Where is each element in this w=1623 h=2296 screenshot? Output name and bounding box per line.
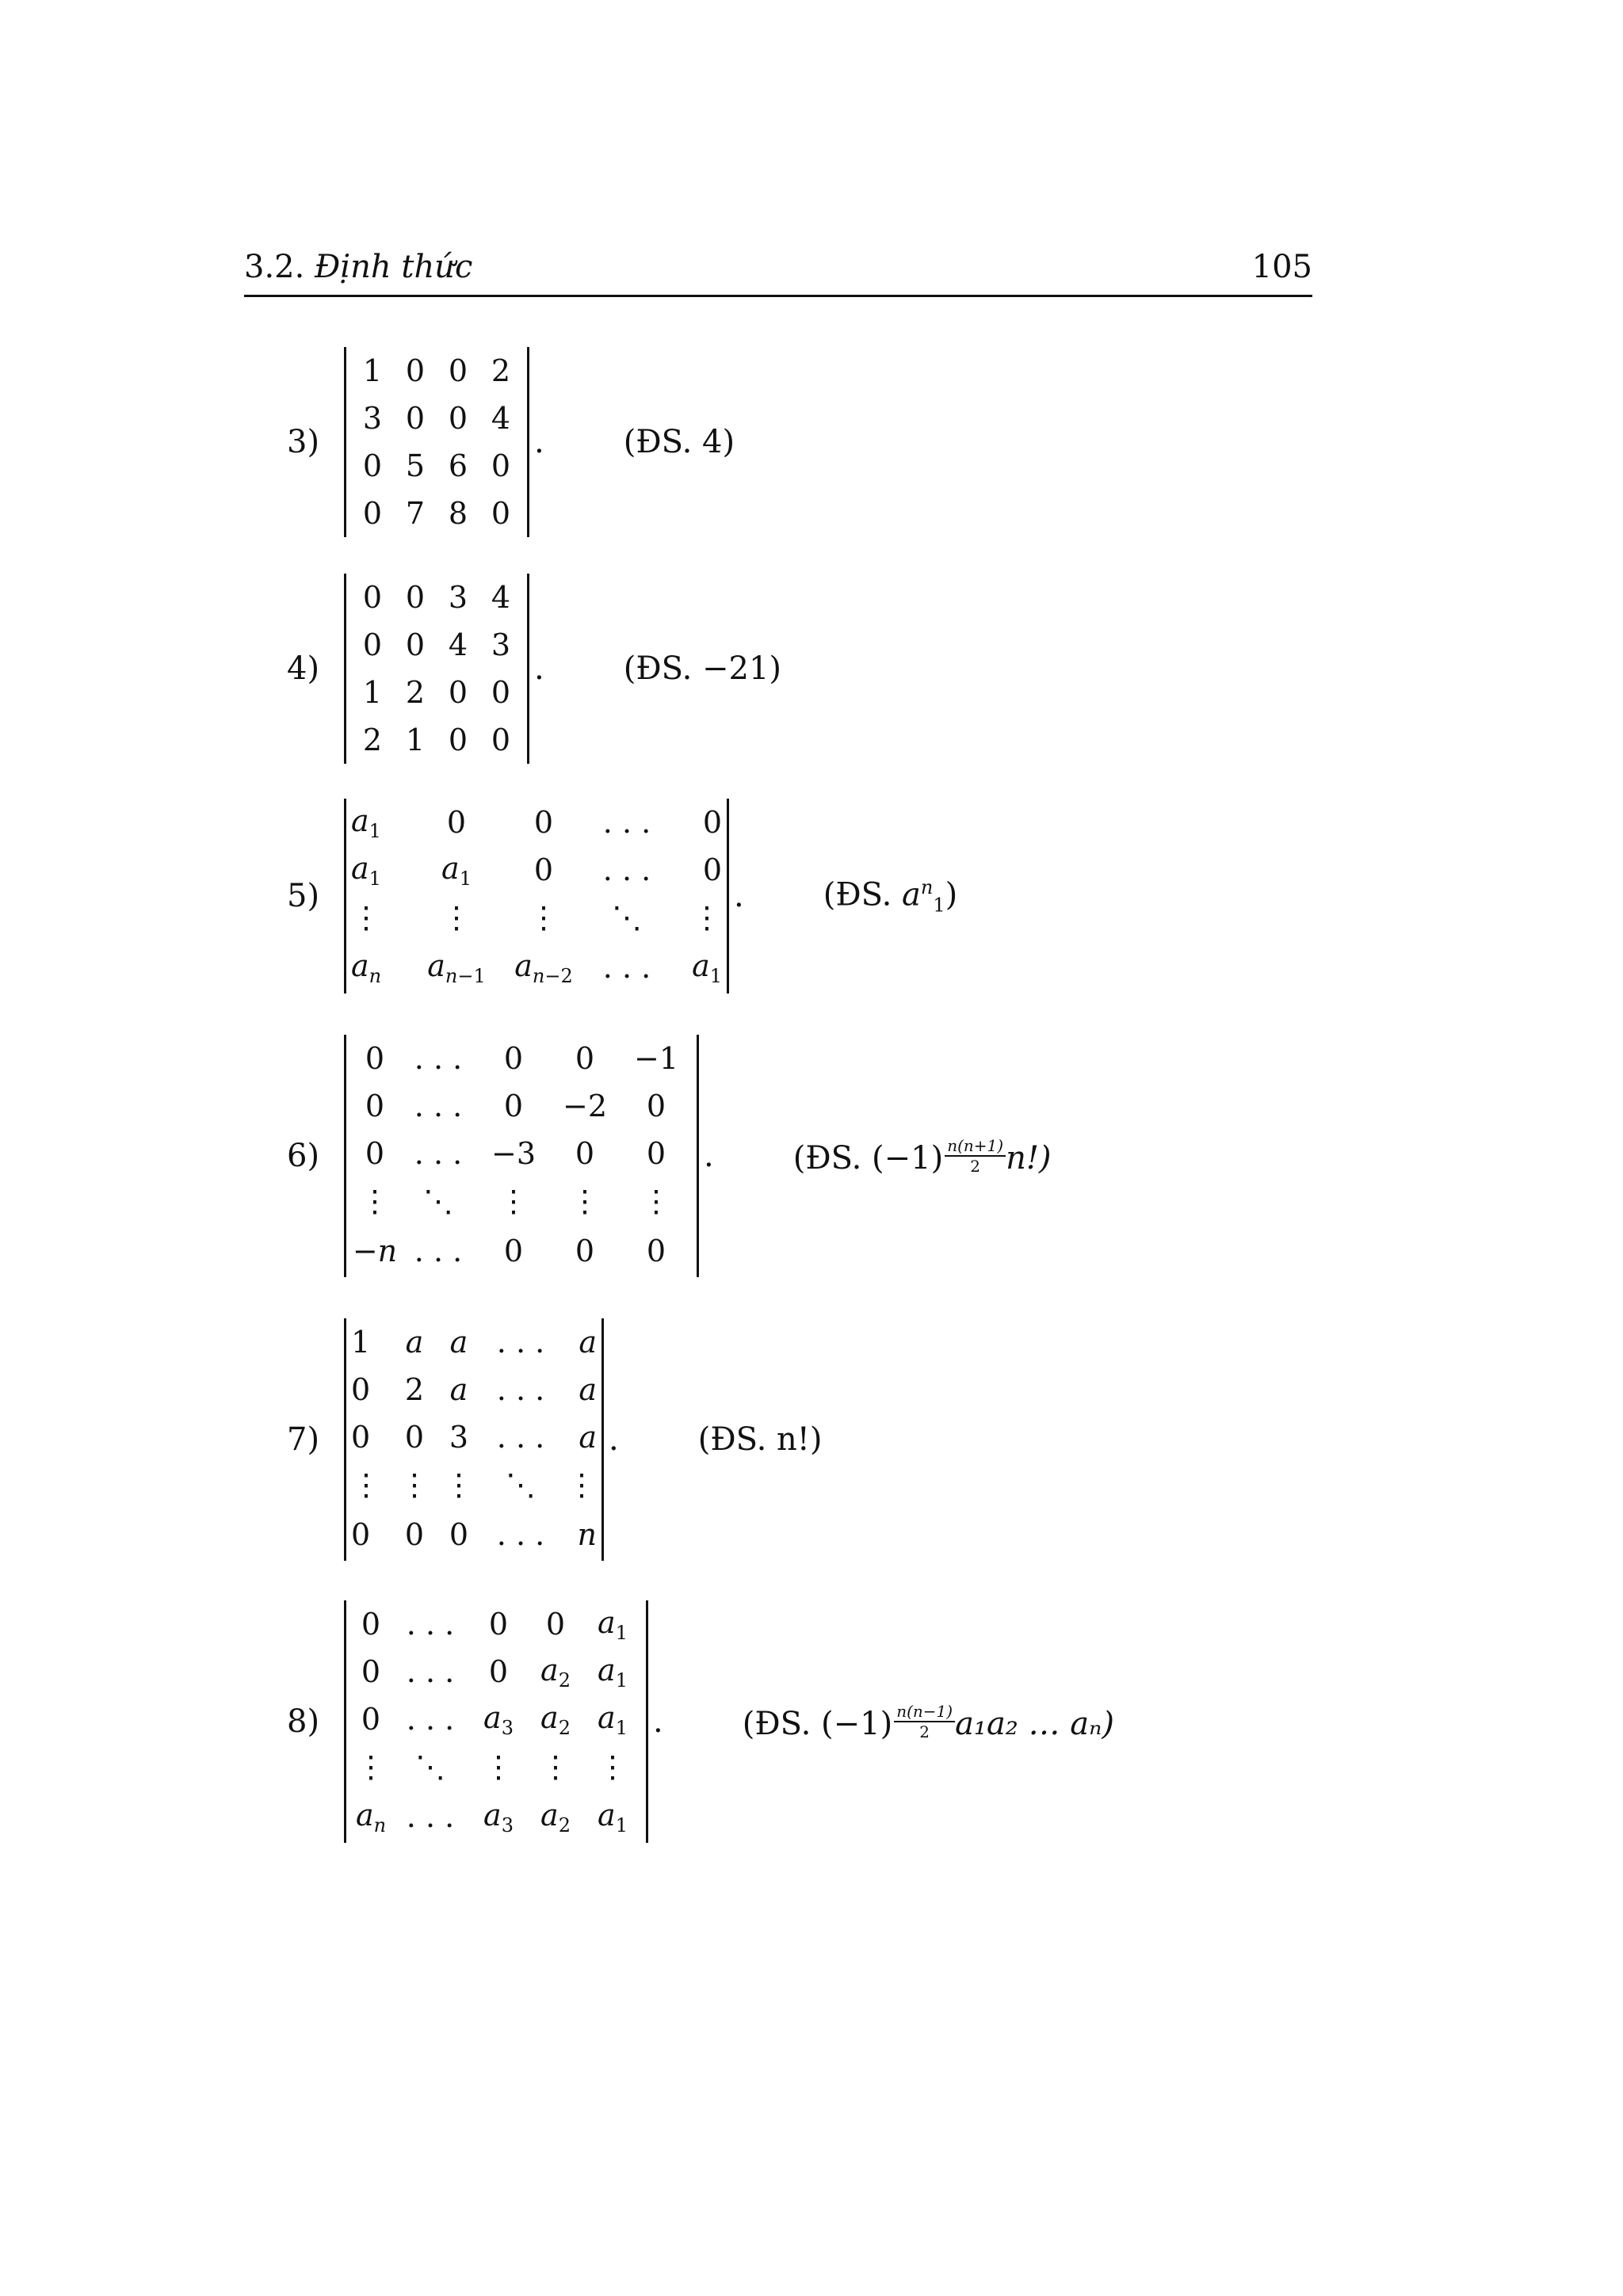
matrix-cell: 5 — [405, 448, 426, 483]
matrix-row: $a_1$ $a_1$ 0 . . . 0 — [351, 850, 722, 890]
matrix-cell: 2 — [405, 675, 426, 710]
matrix-row — [351, 669, 522, 716]
determinant — [344, 347, 529, 537]
answer: (ĐS. n!) — [697, 1421, 823, 1458]
exercise-label: 4) — [287, 650, 320, 687]
matrix-cell: 2 — [491, 353, 511, 388]
answer: (ĐS. 4) — [623, 424, 735, 460]
matrix-cell: 0 — [362, 496, 383, 531]
matrix-cell: 0 — [448, 675, 468, 710]
matrix — [346, 574, 527, 764]
exercise-label: 8) — [287, 1703, 320, 1740]
matrix-row: 0 0 3 . . . a — [351, 1420, 597, 1455]
matrix — [346, 1600, 646, 1843]
matrix-cell: 0 — [491, 448, 511, 483]
matrix-cell: 0 — [448, 723, 468, 757]
determinant — [344, 1035, 699, 1277]
matrix-cell: 3 — [491, 627, 511, 662]
matrix-cell: 0 — [448, 401, 468, 436]
matrix-row: $a_1$ 0 0 . . . 0 — [351, 803, 722, 842]
running-header — [244, 247, 1312, 297]
matrix-row: 0 2 a . . . a — [351, 1372, 597, 1407]
matrix-cell: 4 — [491, 401, 511, 436]
matrix-row: 0 . . . 0 $a_2$ $a_1$ — [361, 1652, 628, 1691]
exercise-label: 6) — [287, 1138, 320, 1174]
matrix-row: −n . . . 0 0 0 — [352, 1234, 666, 1268]
matrix-row: 0 . . . −3 0 0 — [365, 1136, 666, 1171]
section-heading — [244, 249, 472, 285]
det-bar-right — [527, 574, 529, 764]
matrix-row: 0 . . . 0 0 $a_1$ — [361, 1604, 628, 1644]
matrix-row — [351, 574, 522, 621]
matrix-cell: 4 — [491, 580, 511, 615]
section-number: 3.2. — [244, 249, 305, 285]
exercise-6: 6) 0 . . . 0 0 −1 0 . . . 0 −2 0 0 . . . −3 0 0 ⋮ ⋱ ⋮ ⋮ ⋮ −n . . . 0 0 0 . (ĐS. (−1) $\frac{n(n+1)}{2}$ n!) — [287, 1035, 1052, 1277]
page-number: 105 — [1251, 249, 1312, 285]
matrix-cell: 0 — [362, 627, 383, 662]
matrix — [346, 799, 727, 994]
matrix-row — [351, 716, 522, 764]
exercise-7: 7) 1 a a . . . a 0 2 a . . . a 0 0 3 . . . a ⋮ ⋮ ⋮ ⋱ ⋮ 0 0 0 . . . n . (ĐS. n!) — [287, 1318, 822, 1561]
matrix-row: 0 0 0 . . . n — [351, 1517, 597, 1552]
determinant — [344, 1600, 648, 1843]
matrix — [346, 1318, 601, 1561]
matrix-cell: 0 — [448, 353, 468, 388]
matrix-cell: 0 — [362, 580, 383, 615]
matrix-cell: 3 — [362, 401, 383, 436]
exercise-label: 3) — [287, 424, 320, 460]
det-bar-right — [697, 1035, 699, 1277]
matrix-row: 0 . . . 0 0 −1 — [365, 1041, 679, 1076]
matrix-row — [351, 621, 522, 669]
matrix-cell: 7 — [405, 496, 426, 531]
matrix-cell: 4 — [448, 627, 468, 662]
answer: (ĐS. (−1) $\frac{n(n+1)}{2}$ n!) — [792, 1135, 1052, 1177]
matrix-row — [351, 347, 522, 395]
exercise-5: 5) $a_1$ 0 0 . . . 0 $a_1$ $a_1$ 0 . . . 0 ⋮ ⋮ ⋮ ⋱ ⋮ $a_n$ $a_{n-1}$ $a_{n-2}$ . . . $a_1$ . (ĐS. $a^n_1$) — [287, 799, 957, 994]
matrix-cell: 6 — [448, 448, 468, 483]
determinant — [344, 799, 729, 994]
answer: (ĐS. $a^n_1$) — [823, 875, 958, 917]
answer: (ĐS. −21) — [623, 650, 782, 687]
matrix-row: $a_n$ . . . $a_3$ $a_2$ $a_1$ — [355, 1797, 628, 1836]
matrix-cell: 3 — [448, 580, 468, 615]
matrix-cell: 0 — [362, 448, 383, 483]
matrix-row: ⋮ ⋮ ⋮ ⋱ ⋮ — [351, 1467, 597, 1502]
matrix-cell: 0 — [405, 401, 426, 436]
matrix-row — [351, 490, 522, 537]
matrix-row: 1 a a . . . a — [351, 1325, 597, 1360]
matrix-row: ⋮ ⋱ ⋮ ⋮ ⋮ — [356, 1749, 628, 1784]
matrix — [346, 347, 527, 537]
matrix-row: ⋮ ⋱ ⋮ ⋮ ⋮ — [360, 1184, 671, 1219]
exercise-8: 8) 0 . . . 0 0 $a_1$ 0 . . . 0 $a_2$ $a_1$ 0 . . . $a_3$ $a_2$ $a_1$ ⋮ ⋱ ⋮ ⋮ ⋮ $a_n$ . . . $a_3$ $a_2$ $a_1$ . (ĐS. (−1) $\frac{n(n-1)}{2}$ a₁a₂ … aₙ) — [287, 1600, 1114, 1843]
matrix-row — [351, 395, 522, 442]
det-bar-right — [646, 1600, 648, 1843]
matrix-row: 0 . . . $a_3$ $a_2$ $a_1$ — [361, 1699, 628, 1739]
matrix-row — [351, 442, 522, 490]
determinant — [344, 574, 529, 764]
det-bar-right — [527, 347, 529, 537]
matrix-cell: 8 — [448, 496, 468, 531]
det-bar-right — [601, 1318, 604, 1561]
determinant — [344, 1318, 604, 1561]
answer: (ĐS. (−1) $\frac{n(n-1)}{2}$ a₁a₂ … aₙ) — [742, 1701, 1114, 1742]
exercise-3: 3) 1 0 0 2 3 0 0 4 0 5 6 0 0 7 8 0 . (ĐS. 4) — [287, 347, 735, 537]
matrix-cell: 0 — [491, 675, 511, 710]
matrix-row: 0 . . . 0 −2 0 — [365, 1089, 666, 1123]
matrix-cell: 0 — [405, 580, 426, 615]
exercise-label: 5) — [287, 878, 320, 914]
exercise-label: 7) — [287, 1421, 320, 1458]
matrix-cell: 1 — [405, 723, 426, 757]
section-title: Định thức — [315, 249, 473, 285]
matrix-cell: 2 — [362, 723, 383, 757]
matrix-row: $a_n$ $a_{n-1}$ $a_{n-2}$ . . . $a_1$ — [351, 948, 722, 987]
matrix-cell: 1 — [362, 675, 383, 710]
det-bar-right — [727, 799, 729, 994]
exercise-4: 4) 0 0 3 4 0 0 4 3 1 2 0 0 2 1 0 0 . (ĐS. −21) — [287, 574, 781, 764]
matrix-cell: 0 — [405, 353, 426, 388]
matrix-cell: 0 — [405, 627, 426, 662]
matrix-cell: 0 — [491, 496, 511, 531]
matrix-cell: 1 — [362, 353, 383, 388]
matrix-row: ⋮ ⋮ ⋮ ⋱ ⋮ — [351, 900, 722, 935]
matrix-cell: 0 — [491, 723, 511, 757]
matrix — [346, 1035, 697, 1277]
